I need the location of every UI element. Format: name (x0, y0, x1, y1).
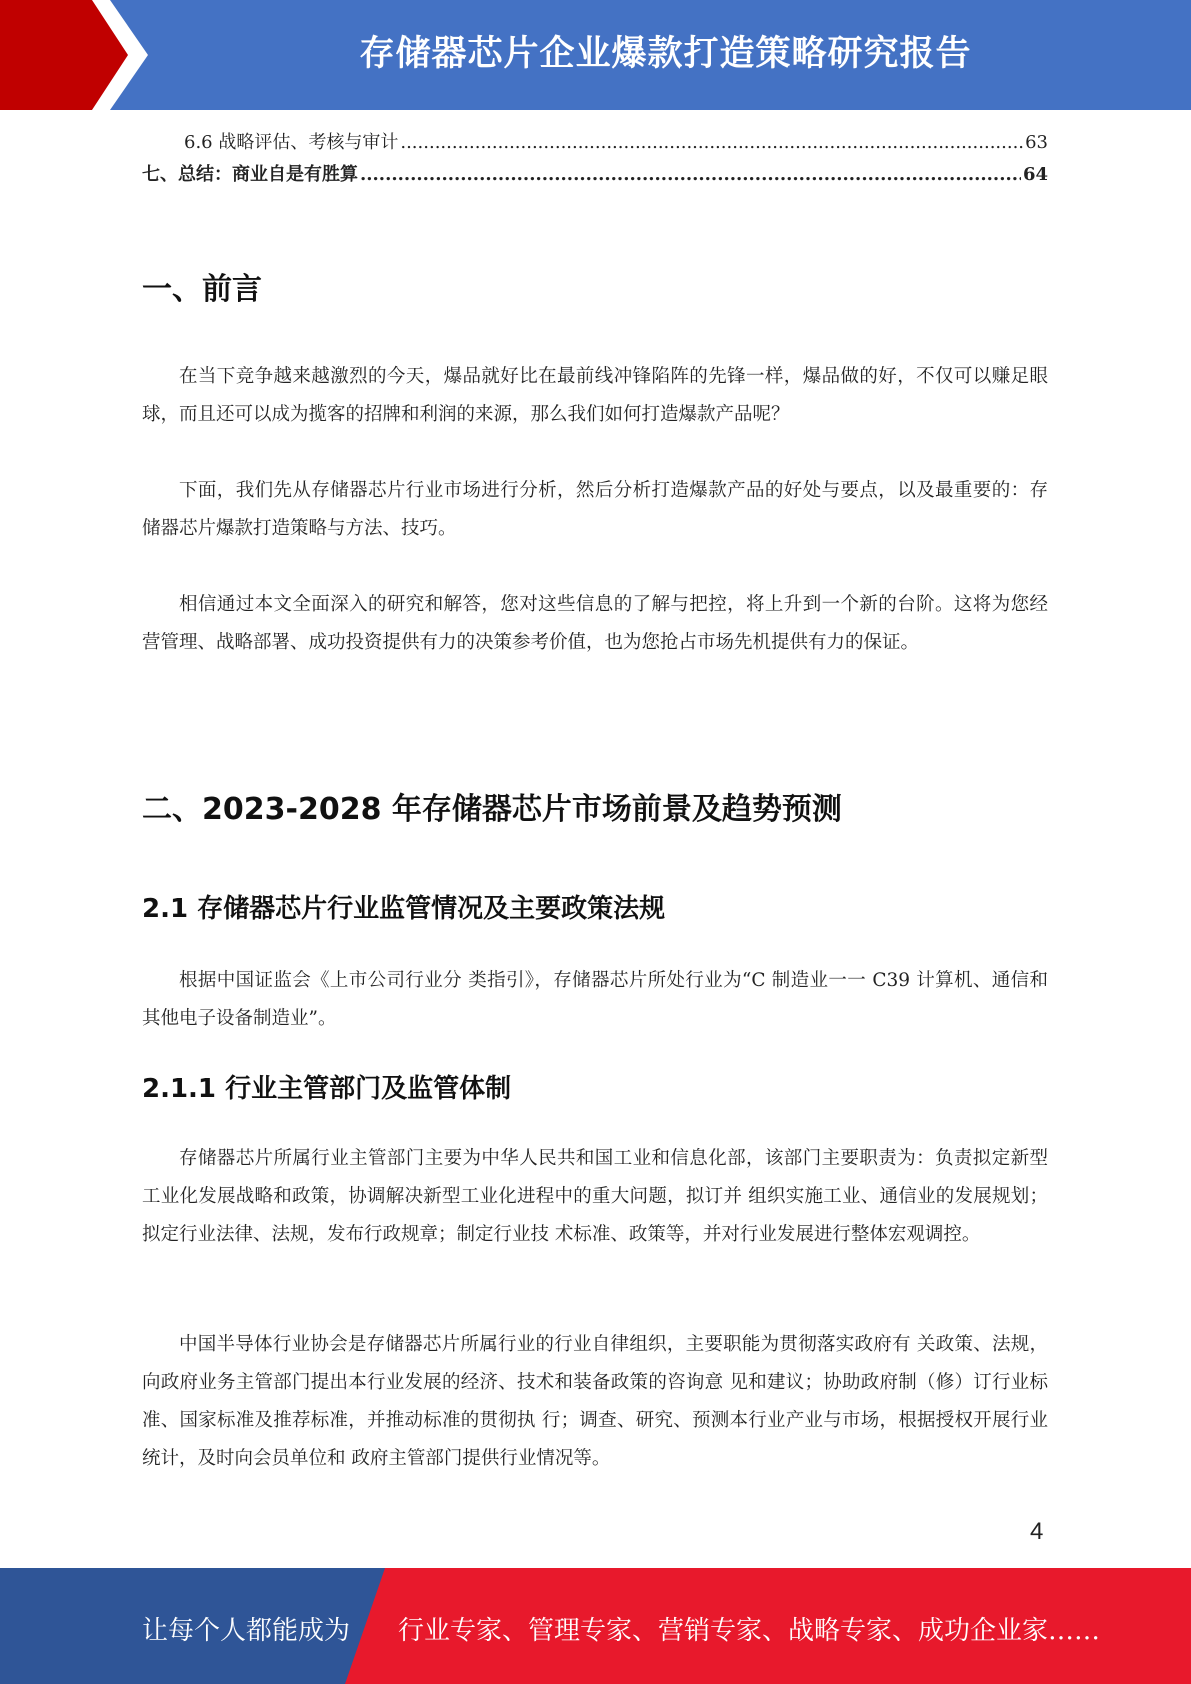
section-2-1-heading: 2.1 存储器芯片行业监管情况及主要政策法规 (142, 894, 666, 924)
page-number: 4 (1030, 1518, 1044, 1545)
toc-entry[interactable] (142, 130, 1048, 156)
toc-entry-page: 63 (1025, 132, 1048, 153)
chapter-2-heading: 二、2023-2028 年存储器芯片市场前景及趋势预测 (142, 792, 842, 827)
toc-entry[interactable] (142, 162, 1048, 188)
report-title: 存储器芯片企业爆款打造策略研究报告 (359, 34, 972, 74)
preface-paragraph-1: 在当下竞争越来越激烈的今天，爆品就好比在最前线冲锋陷阵的先锋一样，爆品做的好，不仅可以赚足眼球，而且还可以成为揽客的招牌和利润的来源，那么我们如何打造爆款产品呢？ (142, 366, 1048, 425)
header-chevron-decoration (0, 0, 160, 110)
page-header (0, 0, 1191, 110)
preface-paragraph-3: 相信通过本文全面深入的研究和解答，您对这些信息的了解与把控，将上升到一个新的台阶。这将为您经营管理、战略部署、成功投资提供有力的决策参考价值，也为您抢占市场先机提供有力的保证。 (142, 594, 1048, 653)
toc-leader (400, 130, 1023, 156)
footer-slogan-left: 让每个人都能成为 (142, 1616, 351, 1646)
preface-paragraph-2: 下面，我们先从存储器芯片行业市场进行分析，然后分析打造爆款产品的好处与要点，以及最重要的：存储器芯片爆款打造策略与方法、技巧。 (142, 480, 1048, 539)
toc-leader (360, 162, 1021, 188)
section-2-1-1-paragraph-1: 存储器芯片所属行业主管部门主要为中华人民共和国工业和信息化部，该部门主要职责为：负责拟定新型工业化发展战略和政策，协调解决新型工业化进程中的重大问题，拟订并 组织实施工业、通信业的发展规划；拟定行业法律、法规，发布行政规章；制定行业技 术标准、政策等，并对行业发展进行整体宏观调控。 (142, 1148, 1048, 1245)
preface-heading: 一、前言 (142, 272, 262, 307)
section-2-1-1-paragraph-2: 中国半导体行业协会是存储器芯片所属行业的行业自律组织，主要职能为贯彻落实政府有 关政策、法规，向政府业务主管部门提出本行业发展的经济、技术和装备政策的咨询意 见和建议；协助政府制（修）订行业标准、国家标准及推荐标准，并推动标准的贯彻执 行；调查、研究、预测本行业产业与市场，根据授权开展行业统计，及时向会员单位和 政府主管部门提供行业情况等。 (142, 1334, 1048, 1469)
toc-entry-label: 6.6 战略评估、考核与审计 (184, 132, 399, 153)
toc-entry-label: 七、总结：商业自是有胜算 (142, 164, 358, 185)
section-2-1-paragraph: 根据中国证监会《上市公司行业分 类指引》，存储器芯片所处行业为“C 制造业一一 C39 计算机、通信和其他电子设备制造业”。 (142, 970, 1048, 1029)
footer-slogan-right: 行业专家、管理专家、营销专家、战略专家、成功企业家…… (398, 1616, 1101, 1646)
page-footer (0, 1568, 1191, 1684)
section-2-1-1-heading: 2.1.1 行业主管部门及监管体制 (142, 1074, 512, 1104)
toc-entry-page: 64 (1022, 164, 1048, 185)
